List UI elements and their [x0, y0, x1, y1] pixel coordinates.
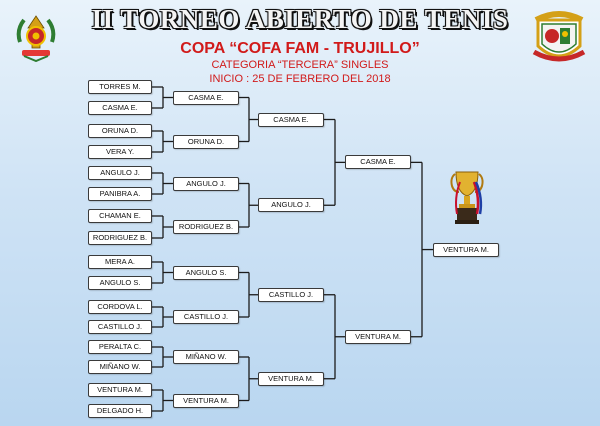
round2-player-box: ANGULO J. — [173, 177, 239, 191]
round1-player-box: PANIBRA A. — [88, 187, 152, 201]
category-label: CATEGORIA “TERCERA” SINGLES — [211, 59, 389, 71]
cup-name: COPA “COFA FAM - TRUJILLO” — [180, 40, 420, 57]
round1-player-box: ANGULO J. — [88, 166, 152, 180]
round1-player-box: DELGADO H. — [88, 404, 152, 418]
champion-box: VENTURA M. — [433, 243, 499, 257]
trophy-icon — [447, 168, 487, 228]
round2-player-box: VENTURA M. — [173, 394, 239, 408]
round1-player-box: TORRES M. — [88, 80, 152, 94]
round1-player-box: CASMA E. — [88, 101, 152, 115]
round1-player-box: MIÑANO W. — [88, 360, 152, 374]
round3-player-box: ANGULO J. — [258, 198, 324, 212]
round2-player-box: RODRIGUEZ B. — [173, 220, 239, 234]
round3-player-box: CASMA E. — [258, 113, 324, 127]
round3-player-box: CASTILLO J. — [258, 288, 324, 302]
round1-player-box: MERA A. — [88, 255, 152, 269]
round2-player-box: ORUNA D. — [173, 135, 239, 149]
round1-player-box: CORDOVA L. — [88, 300, 152, 314]
round2-player-box: CASTILLO J. — [173, 310, 239, 324]
round1-player-box: CASTILLO J. — [88, 320, 152, 334]
round2-player-box: ANGULO S. — [173, 266, 239, 280]
start-date: INICIO : 25 DE FEBRERO DEL 2018 — [209, 73, 391, 85]
round4-player-box: CASMA E. — [345, 155, 411, 169]
round2-player-box: CASMA E. — [173, 91, 239, 105]
round2-player-box: MIÑANO W. — [173, 350, 239, 364]
round1-player-box: VENTURA M. — [88, 383, 152, 397]
round1-player-box: ANGULO S. — [88, 276, 152, 290]
round4-player-box: VENTURA M. — [345, 330, 411, 344]
round1-player-box: VERA Y. — [88, 145, 152, 159]
round1-player-box: RODRIGUEZ B. — [88, 231, 152, 245]
round3-player-box: VENTURA M. — [258, 372, 324, 386]
round1-player-box: CHAMAN E. — [88, 209, 152, 223]
tournament-title: II TORNEO ABIERTO DE TENIS — [91, 4, 509, 34]
round1-player-box: ORUNA D. — [88, 124, 152, 138]
round1-player-box: PERALTA C. — [88, 340, 152, 354]
